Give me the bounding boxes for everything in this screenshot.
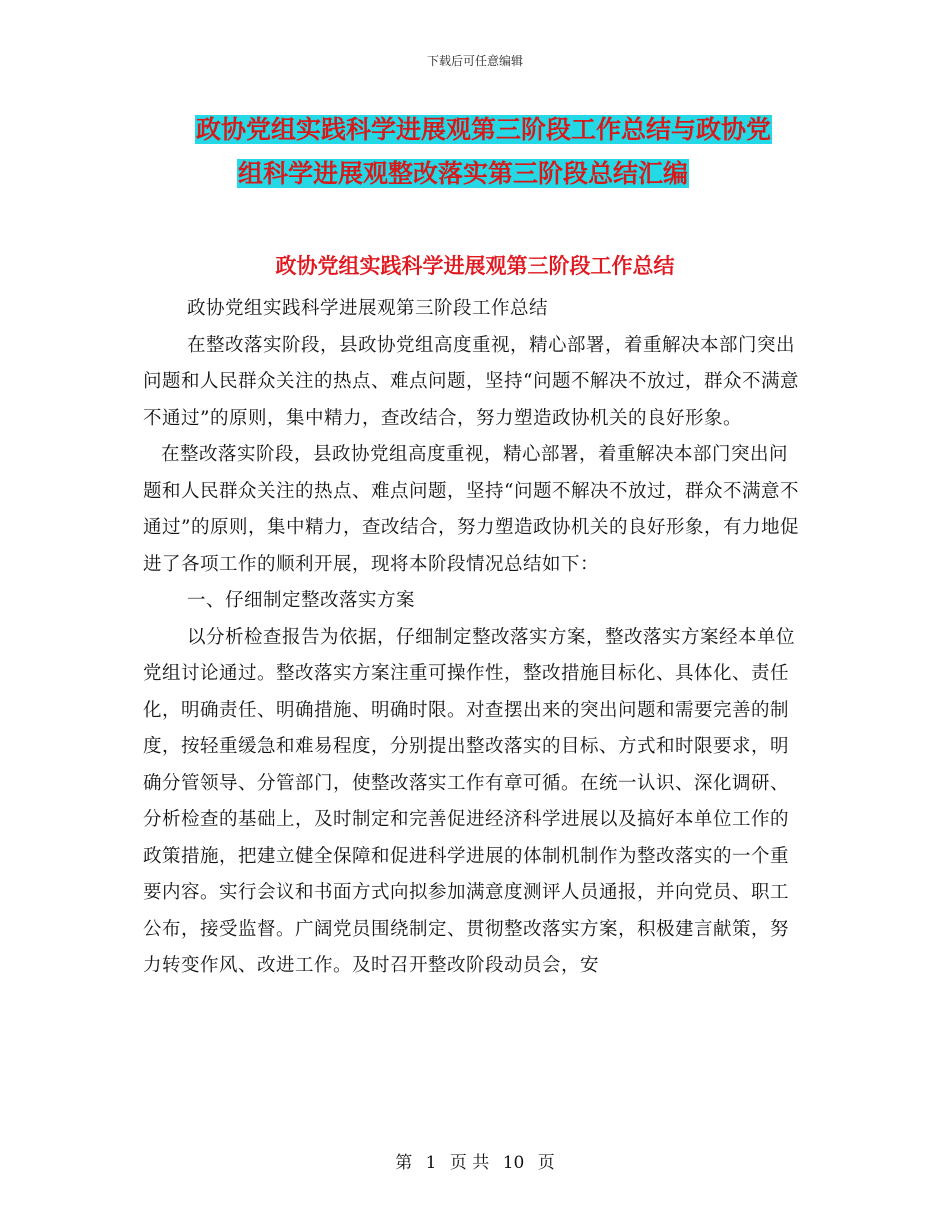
paragraph-subtitle: 政协党组实践科学进展观第三阶段工作总结 [187,298,549,319]
document-title-text-2: 组科学进展观整改落实第三阶段总结汇编 [238,159,689,188]
page-prefix: 第 [395,1153,413,1173]
page-middle-text: 页 共 [449,1153,490,1173]
document-title-line-2 [0,157,950,191]
paragraph-summary-short: 在整改落实阶段，县政协党组高度重视，精心部署，着重解决本部门突出问题和人民群众关注的热点、难点问题，坚持“问题不解决不放过，群众不满意不通过”的原则，集中精力，查改结合，努力塑造政协机关的良好形象。 [143,334,799,429]
section-heading: 政协党组实践科学进展观第三阶段工作总结 [275,254,675,278]
document-body [143,291,803,985]
page-number: 1 [425,1153,437,1173]
page-suffix: 页 [537,1153,555,1173]
document-title-text-1: 政协党组实践科学进展观第三阶段工作总结与政协党 [196,115,772,144]
subsection-heading: 一、仔细制定整改落实方案 [187,590,416,611]
paragraph-summary-long: 在整改落实阶段，县政协党组高度重视，精心部署，着重解决本部门突出问题和人民群众关注的热点、难点问题，坚持“问题不解决不放过，群众不满意不通过”的原则，集中精力，查改结合，努力塑造政协机关的良好形象，有力地促进了各项工作的顺利开展，现将本阶段情况总结如下： [143,444,799,575]
header-note: 下载后可任意编辑 [426,54,523,68]
page-footer [0,1148,950,1173]
document-title-line-1 [0,113,950,147]
page-total: 10 [502,1153,525,1173]
paragraph-plan-details: 以分析检查报告为依据，仔细制定整改落实方案，整改落实方案经本单位党组讨论通过。整改落实方案注重可操作性，整改措施目标化、具体化、责任化，明确责任、明确措施、明确时限。对查摆出来的突出问题和需要完善的制度，按轻重缓急和难易程度，分别提出整改落实的目标、方式和时限要求，明确分管领导、分管部门，使整改落实工作有章可循。在统一认识、深化调研、分析检查的基础上，及时制定和完善促进经济科学进展以及搞好本单位工作的政策措施，把建立健全保障和促进科学进展的体制机制作为整改落实的一个重要内容。实行会议和书面方式向拟参加满意度测评人员通报，并向党员、职工公布，接受监督。广阔党员围绕制定、贯彻整改落实方案，积极建言献策，努力转变作风、改进工作。及时召开整改阶段动员会，安 [143,626,796,976]
